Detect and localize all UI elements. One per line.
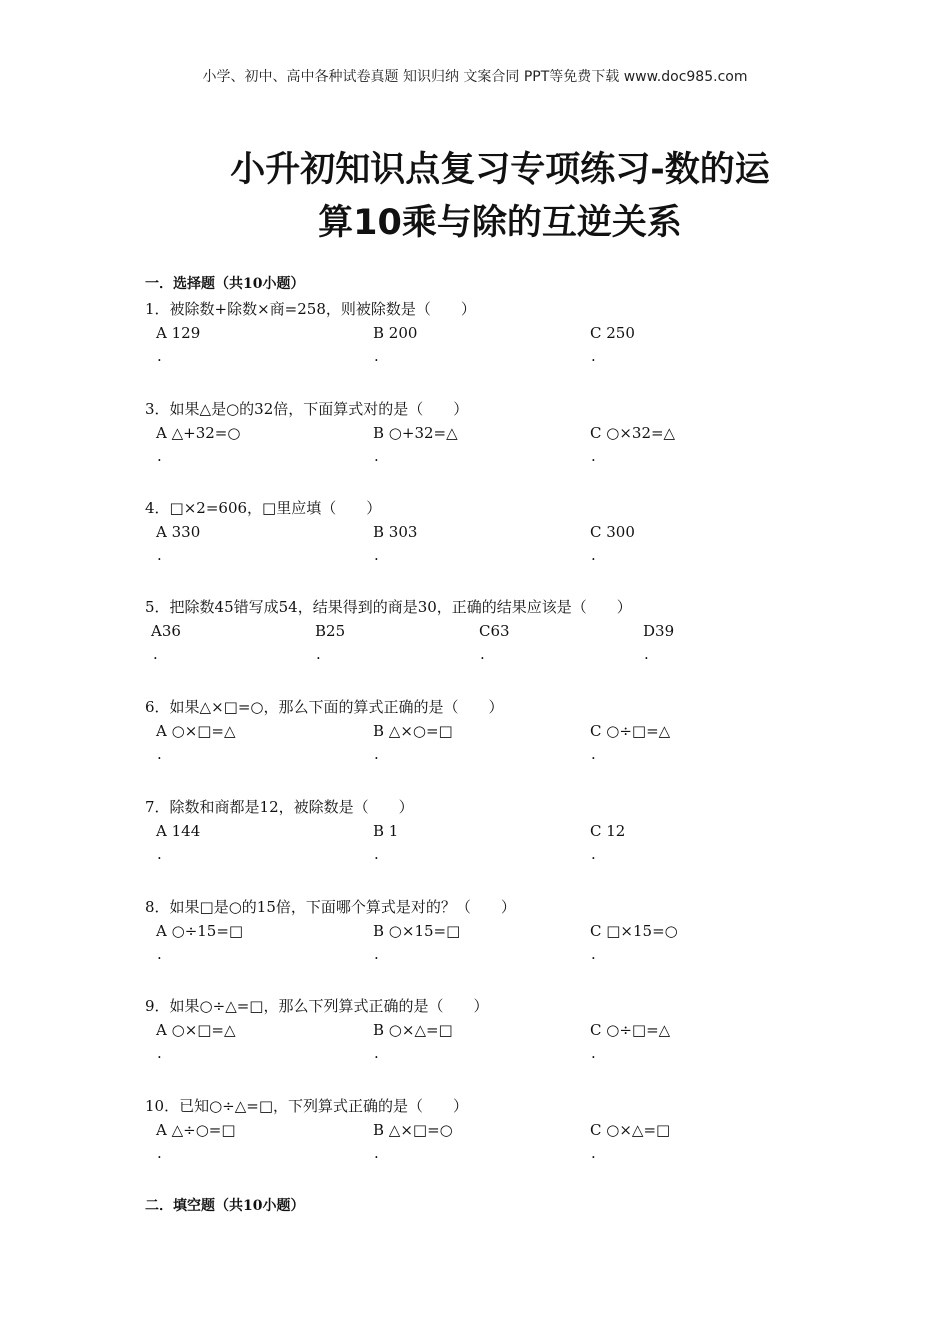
option-c: C □×15=○ bbox=[590, 922, 678, 940]
option-a: A36 bbox=[151, 622, 181, 640]
question-6: 6．如果△×□=○，那么下面的算式正确的是（ ） bbox=[145, 698, 504, 716]
question-10: 10．已知○÷△=□，下列算式正确的是（ ） bbox=[145, 1097, 469, 1115]
option-c: C 12 bbox=[590, 822, 626, 840]
option-dot: . bbox=[591, 347, 596, 365]
option-dot: . bbox=[480, 645, 485, 663]
option-dot: . bbox=[153, 645, 158, 663]
option-b: B ○×15=□ bbox=[373, 922, 461, 940]
section-heading-choice: 一．选择题（共10小题） bbox=[145, 276, 305, 292]
question-7: 7．除数和商都是12，被除数是（ ） bbox=[145, 798, 414, 816]
option-dot: . bbox=[591, 945, 596, 963]
option-dot: . bbox=[374, 347, 379, 365]
option-b: B25 bbox=[315, 622, 346, 640]
option-c: C 300 bbox=[590, 523, 635, 541]
option-dot: . bbox=[374, 1144, 379, 1162]
option-dot: . bbox=[374, 945, 379, 963]
option-a: A 330 bbox=[156, 523, 201, 541]
title-line-1: 小升初知识点复习专项练习-数的运 bbox=[230, 150, 770, 190]
question-1: 1．被除数+除数×商=258，则被除数是（ ） bbox=[145, 300, 476, 318]
question-5: 5．把除数45错写成54，结果得到的商是30，正确的结果应该是（ ） bbox=[145, 598, 632, 616]
option-dot: . bbox=[157, 447, 162, 465]
option-b: B △×○=□ bbox=[373, 722, 453, 740]
option-b: B 200 bbox=[373, 324, 418, 342]
option-a: A △÷○=□ bbox=[156, 1121, 236, 1139]
option-dot: . bbox=[591, 447, 596, 465]
option-a: A ○×□=△ bbox=[156, 722, 236, 740]
option-dot: . bbox=[644, 645, 649, 663]
option-c: C63 bbox=[479, 622, 510, 640]
question-9: 9．如果○÷△=□，那么下列算式正确的是（ ） bbox=[145, 997, 489, 1015]
option-b: B ○×△=□ bbox=[373, 1021, 453, 1039]
option-dot: . bbox=[157, 1044, 162, 1062]
option-c: C ○÷□=△ bbox=[590, 1021, 671, 1039]
option-b: B 1 bbox=[373, 822, 399, 840]
option-dot: . bbox=[591, 845, 596, 863]
option-dot: . bbox=[157, 347, 162, 365]
option-dot: . bbox=[591, 1044, 596, 1062]
option-c: C ○÷□=△ bbox=[590, 722, 671, 740]
option-a: A △+32=○ bbox=[156, 424, 241, 442]
option-a: A 129 bbox=[156, 324, 201, 342]
title-line-2: 算10乘与除的互逆关系 bbox=[318, 203, 682, 243]
option-c: C 250 bbox=[590, 324, 635, 342]
option-dot: . bbox=[591, 745, 596, 763]
option-dot: . bbox=[374, 447, 379, 465]
option-dot: . bbox=[374, 1044, 379, 1062]
option-a: A 144 bbox=[156, 822, 201, 840]
question-4: 4．□×2=606，□里应填（ ） bbox=[145, 499, 382, 517]
option-dot: . bbox=[591, 1144, 596, 1162]
option-dot: . bbox=[374, 845, 379, 863]
option-dot: . bbox=[157, 546, 162, 564]
option-c: C ○×32=△ bbox=[590, 424, 676, 442]
page-header: 小学、初中、高中各种试卷真题 知识归纳 文案合同 PPT等免费下载 www.doc985.com bbox=[202, 69, 748, 85]
option-a: A ○÷15=□ bbox=[156, 922, 244, 940]
option-dot: . bbox=[316, 645, 321, 663]
section-heading-fill: 二．填空题（共10小题） bbox=[145, 1198, 305, 1214]
option-dot: . bbox=[157, 845, 162, 863]
document-title bbox=[180, 144, 820, 250]
option-dot: . bbox=[157, 945, 162, 963]
question-8: 8．如果□是○的15倍，下面哪个算式是对的？（ ） bbox=[145, 898, 516, 916]
option-b: B 303 bbox=[373, 523, 418, 541]
option-b: B △×□=○ bbox=[373, 1121, 453, 1139]
option-dot: . bbox=[591, 546, 596, 564]
option-d: D39 bbox=[643, 622, 675, 640]
option-dot: . bbox=[374, 745, 379, 763]
option-a: A ○×□=△ bbox=[156, 1021, 236, 1039]
option-c: C ○×△=□ bbox=[590, 1121, 671, 1139]
option-b: B ○+32=△ bbox=[373, 424, 458, 442]
option-dot: . bbox=[374, 546, 379, 564]
question-3: 3．如果△是○的32倍，下面算式对的是（ ） bbox=[145, 400, 469, 418]
option-dot: . bbox=[157, 1144, 162, 1162]
option-dot: . bbox=[157, 745, 162, 763]
